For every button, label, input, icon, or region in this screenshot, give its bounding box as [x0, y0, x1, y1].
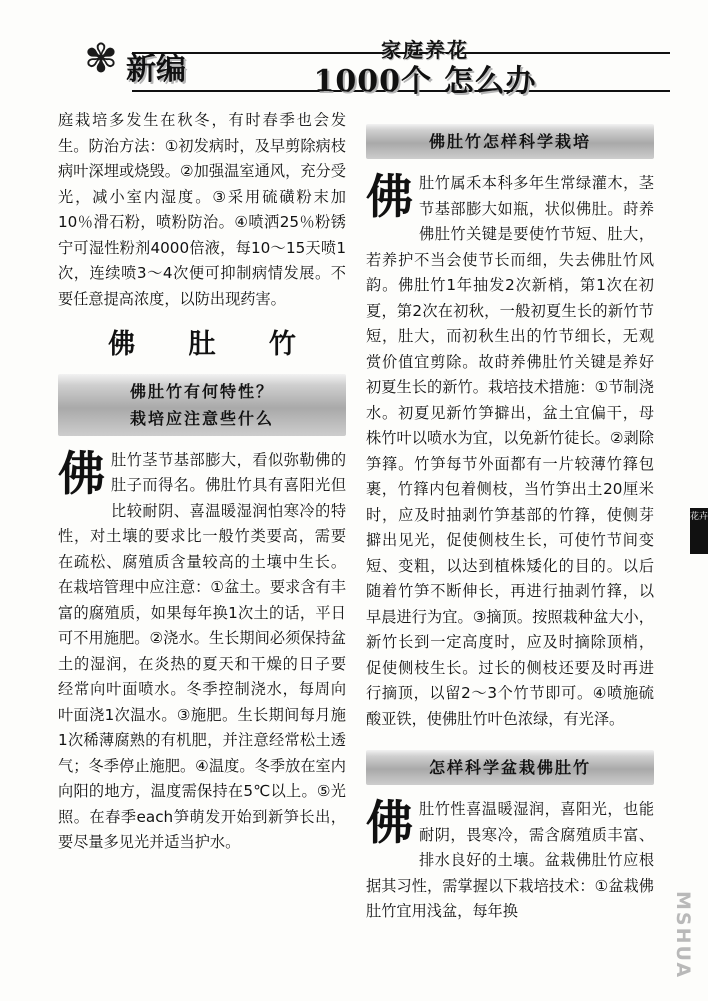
flower-glyph: ✾ — [84, 36, 116, 82]
flower-logo-icon — [72, 38, 128, 82]
dropcap-left: 佛 — [58, 446, 105, 502]
right-body-block-2 — [366, 797, 654, 927]
continued-paragraph: 庭栽培多发生在秋冬，有时春季也会发生。防治方法：①初发病时，及早剪除病枝病叶深埋或烧毁。②加强温室通风，充分受光，减小室内湿度。③采用硫磺粉末加10％滑石粉，喷粉防治。④喷洒25％粉锈宁可湿性粉剂4000倍液，每10～15天喷1次，连续喷3～4次便可抑制病情发展。不要任意提高浓度，以防出现药害。 — [58, 111, 346, 308]
watermark-text: MSHUA — [672, 890, 694, 979]
question-heading-bar-1 — [58, 374, 346, 436]
right-column — [366, 108, 654, 927]
masthead — [60, 36, 670, 98]
masthead-title-big: 1000个 怎么办 — [313, 64, 537, 99]
right-body-text-2: 肚竹性喜温暖湿润，喜阳光，也能耐阴，畏寒冷，需含腐殖质丰富、排水良好的土壤。盆栽佛肚竹应根据其习性，需掌握以下栽培技术：①盆栽佛肚竹宜用浅盆，每年换 — [366, 800, 654, 920]
dropcap-right-2: 佛 — [366, 796, 413, 851]
left-body-block — [58, 448, 346, 858]
right-body-block-1 — [366, 171, 654, 734]
section-title: 佛 肚 竹 — [108, 329, 318, 360]
question-heading-line2: 栽培应注意些什么 — [129, 408, 274, 428]
left-body-text: 肚竹茎节基部膨大，看似弥勒佛的肚子而得名。佛肚竹具有喜阳光但比较耐阴、喜温暖湿润怕寒冷的特性，对土壤的要求比一般竹类要高，需要在疏松、腐殖质含量较高的土壤中生长。在栽培管理中应注意：①盆土。要求含有丰富的腐殖质，如果每年换1次土的话，平日可不用施肥。②浇水。生长期间必须保持盆土的湿润，在炎热的夏天和干燥的日子要经常向叶面喷水。冬季控制浇水，每周向叶面浇1次温水。③施肥。生长期间每月施1次稀薄腐熟的有机肥，并注意经常松土透气；冬季停止施肥。④温度。冬季放在室内向阳的地方，温度需保持在5℃以上。⑤光照。在春季each笋萌发开始到新笋长出，要尽量多见光并适当护水。 — [58, 450, 346, 851]
question-heading-line1: 佛肚竹有何特性？ — [129, 381, 274, 401]
dropcap-right-1: 佛 — [366, 170, 413, 225]
masthead-title — [210, 34, 640, 99]
masthead-title-xin: 新编 — [126, 52, 186, 87]
question-heading-3-text: 怎样科学盆栽佛肚竹 — [428, 758, 591, 777]
question-heading-2-text: 佛肚竹怎样科学栽培 — [428, 132, 591, 151]
masthead-title-small: 家庭养花 — [381, 38, 469, 62]
right-body-text-1: 肚竹属禾本科多年生常绿灌木，茎节基部膨大如瓶，状似佛肚。莳养佛肚竹关键是要使竹节短、肚大，若养护不当会使节长而细，失去佛肚竹风韵。佛肚竹1年抽发2次新梢，第1次在初夏，第2次在初秋，一般初夏生长的新竹节短，肚大，而初秋生出的竹节细长，无观赏价值宜剪除。故莳养佛肚竹关键是养好初夏生长的新竹。栽培技术措施：①节制浇水。初夏见新竹笋擗出，盆土宜偏干，母株竹叶以喷水为宜，以免新竹徒长。②剥除笋箨。竹笋每节外面都有一片较薄竹箨包裹，竹箨内包着侧枝，当竹笋出土20厘米时，应及时抽剥竹笋基部的竹箨，使侧芽擗出见光，促使侧枝生长，可使竹节间变短、变粗，以达到植株矮化的目的。以后随着竹笋不断伸长，再进行抽剥竹箨，以早晨进行为宜。③摘顶。按照栽种盆大小，新竹长到一定高度时，应及时摘除顶梢，促使侧枝生长。过长的侧枝还要及时再进行摘顶，以留2～3个竹节即可。④喷施硫酸亚铁，使佛肚竹叶色浓绿，有光泽。 — [366, 174, 654, 728]
question-heading-bar-2 — [366, 124, 654, 159]
page-side-tab: 花卉 — [690, 508, 708, 554]
left-column — [58, 108, 346, 858]
question-heading-bar-3 — [366, 750, 654, 785]
